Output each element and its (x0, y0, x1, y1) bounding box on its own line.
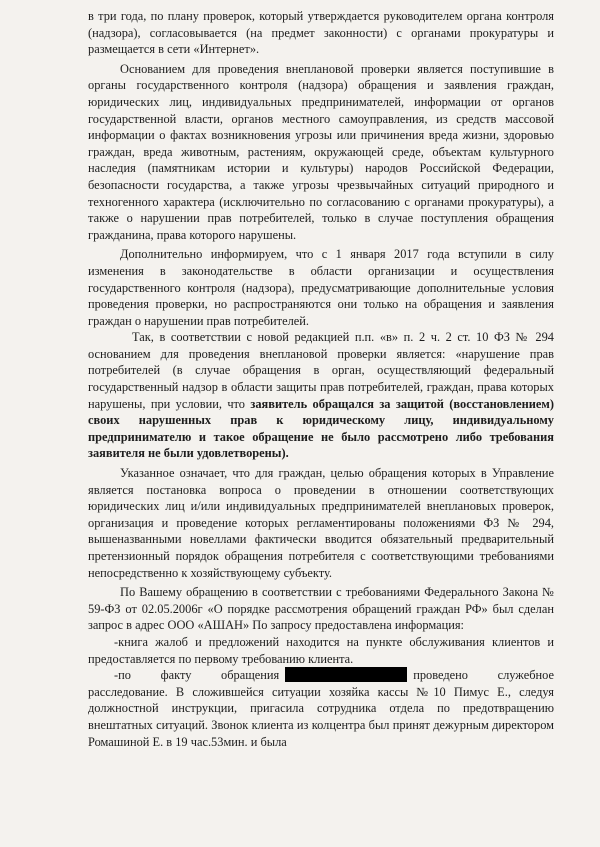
paragraph-request-auchan: По Вашему обращению в соответствии с требованиями Федерального Закона № 59-ФЗ от 02.05.2006г «О порядке рассмотрения обращений граждан РФ» был сделан запрос в адрес ООО «АШАН» По запросу предоставлена информация: (88, 585, 554, 633)
investigation-lead: -по факту обращения (114, 668, 280, 683)
paragraph-fz-294 (88, 329, 554, 462)
paragraph-complaint-book: -книга жалоб и предложений находится на пункте обслуживания клиентов и предоставляется по первому требованию клиента. (88, 634, 554, 666)
paragraph-intro-continuation: в три года, по плану проверок, который утверждается руководителем органа контроля (надзора), согласовывается (на предмет законности) с органами прокуратуры и размещается в сети «Интернет». (88, 9, 554, 57)
investigation-text: проведено служебное расследование. В сложившейся ситуации хозяйка кассы №10 Пимус Е., следуя должностной инструкции, пригасила сотрудника отдела по предотвращению внештатных ситуаций. Звонок клиента из колцентра был принят дежурным директором Ромашиной Е. в 19 час.53мин. и была (88, 668, 554, 749)
paragraph-meaning: Указанное означает, что для граждан, целью обращения которых в Управление является постановка вопроса о проведении в отношении соответствующих юридических лиц и/или индивидуальных предпринимателей внеплановых проверок, организация и проведение которых регламентированы положениями ФЗ № 294, вышеназванными новеллами фактически вводится обязательный предварительный претензионный порядок обращения потребителя с соответствующими требованиями непосредственно к хозяйствующему субъекту. (88, 466, 554, 580)
document-body (88, 8, 554, 750)
paragraph-fz-294-bold: заявитель обращался за защитой (восстановлением) своих нарушенных прав к юридическому лицу, индивидуальному предпринимателю и такое обращение не было рассмотрено либо требования заявителя не были удовлетворены). (88, 396, 554, 461)
paragraph-fz-294-text: Так, в соответствии с новой редакцией п.п. «в» п. 2 ч. 2 ст. 10 ФЗ № 294 основанием для проведения внеплановой проверки является: «нарушение прав потребителей (в случае обращения в орган, осуществляющий федеральный государственный надзор в области защиты прав потребителей, граждан, права которых нарушены, при условии, что (88, 330, 554, 411)
paragraph-unscheduled-inspection-grounds: Основанием для проведения внеплановой проверки является поступившие в органы государственного контроля (надзора) обращения и заявления граждан, юридических лиц, индивидуальных предпринимателей, информации от органов государственной власти, органов местного самоуправления, из средств массовой информации о фактах возникновения угрозы или причинения вреда жизни, здоровью граждан, вреда животным, растениям, окружающей среде, объектам культурного наследия (памятникам истории и культуры) народов Российской Федерации, безопасности государства, а также угрозы чрезвычайных ситуаций природного и техногенного характера (исключительно по согласованию с органами прокуратуры), а также о нарушении прав потребителей, только в случае поступления обращения гражданина, права которого нарушены. (88, 61, 554, 242)
redaction-box (285, 667, 407, 682)
paragraph-investigation (88, 667, 554, 750)
paragraph-2017-changes: Дополнительно информируем, что с 1 января 2017 года вступили в силу изменения в законодательстве в области организации и осуществления государственного контроля (надзора), предусматривающие дополнительные условия проведения проверки, но распространяются они только на обращения и заявления граждан о нарушении прав потребителей. (88, 247, 554, 328)
